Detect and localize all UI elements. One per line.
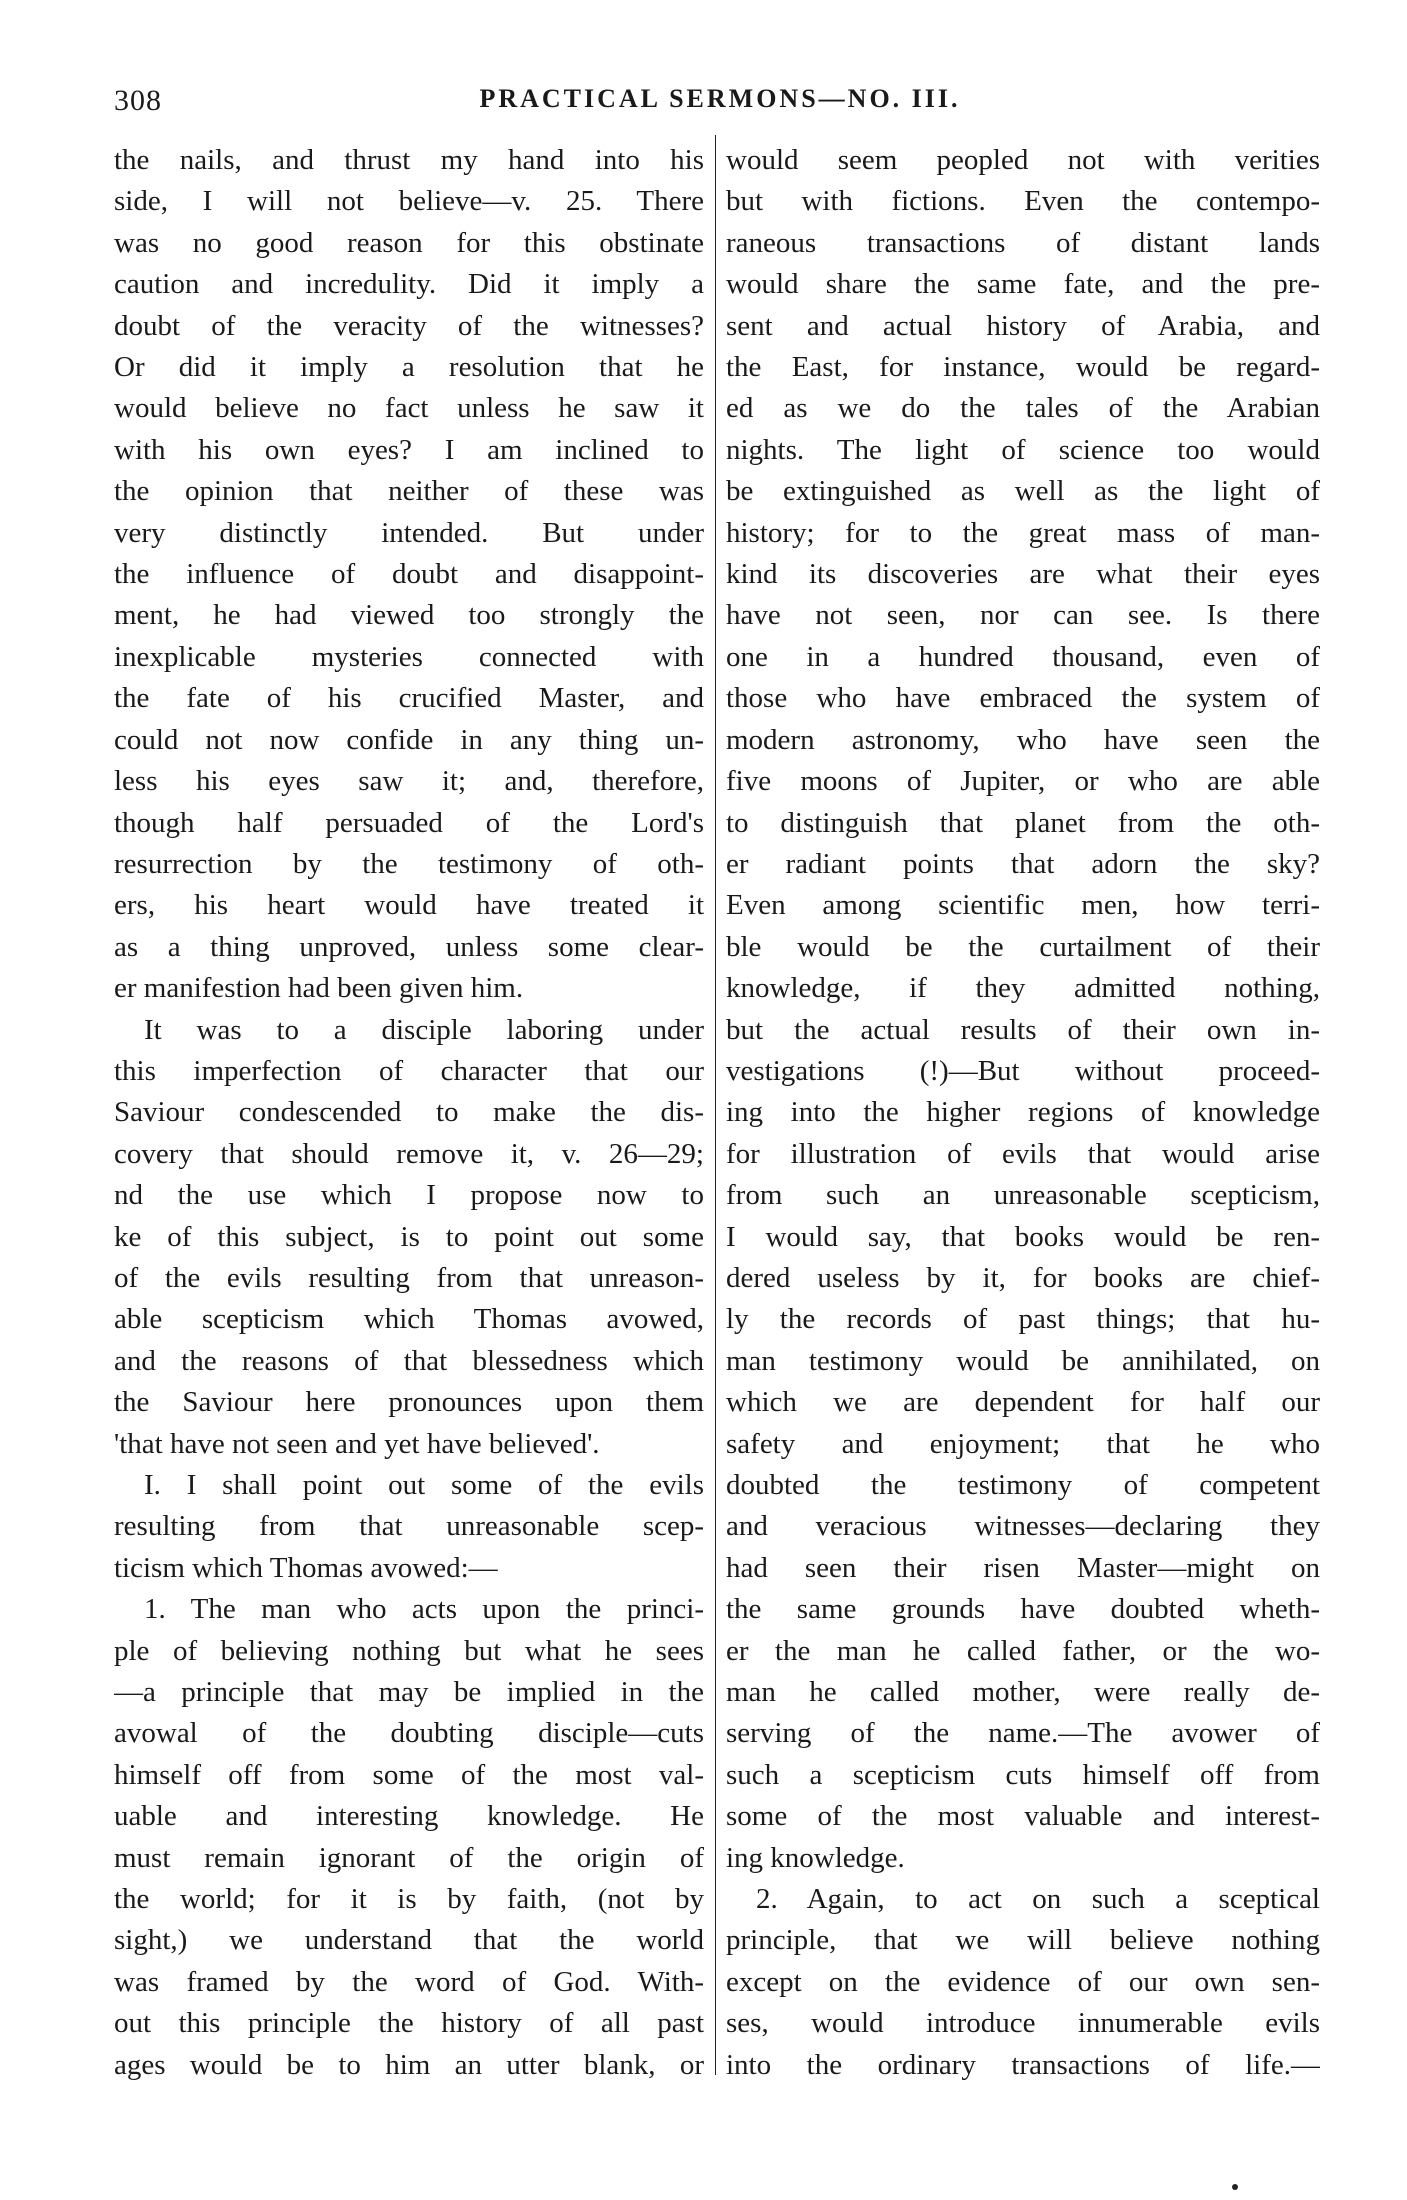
- text-line: ke of this subject, is to point out some: [114, 1220, 704, 1253]
- text-line: the influence of doubt and disappoint-: [114, 558, 704, 591]
- text-line: be extinguished as well as the light of: [726, 475, 1320, 508]
- text-line: and veracious witnesses—declaring they: [726, 1510, 1320, 1543]
- text-line: ble would be the curtailment of their: [726, 930, 1320, 963]
- text-line: had seen their risen Master—might on: [726, 1551, 1320, 1584]
- text-line: uable and interesting knowledge. He: [114, 1800, 704, 1833]
- text-line: man he called mother, were really de-: [726, 1676, 1320, 1709]
- text-line: serving of the name.—The avower of: [726, 1717, 1320, 1750]
- text-line: this imperfection of character that our: [114, 1054, 704, 1087]
- text-line: kind its discoveries are what their eyes: [726, 558, 1320, 591]
- text-line: was framed by the word of God. With-: [114, 1965, 704, 1998]
- text-line: less his eyes saw it; and, therefore,: [114, 765, 704, 798]
- text-line: with his own eyes? I am inclined to: [114, 433, 704, 466]
- text-line: ing into the higher regions of knowledge: [726, 1096, 1320, 1129]
- text-line: 2. Again, to act on such a sceptical: [756, 1883, 1320, 1916]
- text-line: able scepticism which Thomas avowed,: [114, 1303, 704, 1336]
- text-line: safety and enjoyment; that he who: [726, 1427, 1320, 1460]
- text-line: doubted the testimony of competent: [726, 1469, 1320, 1501]
- text-line: those who have embraced the system of: [726, 682, 1320, 715]
- text-line: ed as we do the tales of the Arabian: [726, 392, 1320, 425]
- text-line: I. I shall point out some of the evils: [144, 1469, 704, 1501]
- text-line: but with fictions. Even the contempo-: [726, 185, 1320, 218]
- text-line: resulting from that unreasonable scep-: [114, 1510, 704, 1543]
- text-line: the East, for instance, would be regard-: [726, 351, 1320, 384]
- text-line: It was to a disciple laboring under: [144, 1013, 704, 1046]
- text-line: knowledge, if they admitted nothing,: [726, 972, 1320, 1005]
- text-line: some of the most valuable and interest-: [726, 1800, 1320, 1833]
- text-line: which we are dependent for half our: [726, 1386, 1320, 1419]
- text-line: very distinctly intended. But under: [114, 516, 704, 549]
- running-title: PRACTICAL SERMONS—NO. III.: [479, 84, 961, 113]
- text-line: inexplicable mysteries connected with: [114, 640, 704, 673]
- ink-speck: [1232, 2184, 1238, 2190]
- text-line: 1. The man who acts upon the princi-: [144, 1593, 704, 1626]
- text-line: one in a hundred thousand, even of: [726, 640, 1320, 673]
- text-line: the fate of his crucified Master, and: [114, 682, 704, 715]
- text-line: as a thing unproved, unless some clear-: [114, 930, 704, 963]
- text-line: such a scepticism cuts himself off from: [726, 1758, 1320, 1791]
- text-line: the Saviour here pronounces upon them: [114, 1386, 704, 1419]
- text-line: the world; for it is by faith, (not by: [114, 1883, 704, 1916]
- text-line: the opinion that neither of these was: [114, 475, 704, 508]
- text-line: to distinguish that planet from the oth-: [726, 806, 1320, 839]
- text-line: man testimony would be annihilated, on: [726, 1344, 1320, 1377]
- text-line: history; for to the great mass of man-: [726, 516, 1320, 549]
- column-divider: [715, 135, 716, 2075]
- text-line: would believe no fact unless he saw it: [114, 392, 704, 425]
- text-line: though half persuaded of the Lord's: [114, 806, 704, 839]
- text-line: caution and incredulity. Did it imply a: [114, 268, 704, 301]
- text-line: from such an unreasonable scepticism,: [726, 1179, 1320, 1212]
- text-line: out this principle the history of all past: [114, 2007, 704, 2040]
- text-line: resurrection by the testimony of oth-: [114, 847, 704, 880]
- text-line: sent and actual history of Arabia, and: [726, 309, 1320, 342]
- text-line: dered useless by it, for books are chief-: [726, 1261, 1320, 1294]
- text-line: but the actual results of their own in-: [726, 1013, 1320, 1046]
- text-line: ing knowledge.: [726, 1841, 905, 1874]
- text-line: ses, would introduce innumerable evils: [726, 2007, 1320, 2040]
- text-line: avowal of the doubting disciple—cuts: [114, 1717, 704, 1750]
- text-line: himself off from some of the most val-: [114, 1758, 704, 1791]
- text-line: ticism which Thomas avowed:—: [114, 1551, 498, 1584]
- text-line: of the evils resulting from that unreason-: [114, 1261, 704, 1294]
- text-line: er the man he called father, or the wo-: [726, 1634, 1320, 1667]
- left-column: [114, 140, 704, 2086]
- text-line: doubt of the veracity of the witnesses?: [114, 309, 704, 342]
- text-line: side, I will not believe—v. 25. There: [114, 185, 704, 218]
- text-line: could not now confide in any thing un-: [114, 723, 704, 756]
- text-line: into the ordinary transactions of life.—: [726, 2048, 1320, 2081]
- text-line: 'that have not seen and yet have believed'.: [114, 1427, 600, 1460]
- text-line: the nails, and thrust my hand into his: [114, 144, 704, 176]
- text-line: principle, that we will believe nothing: [726, 1924, 1320, 1957]
- text-line: must remain ignorant of the origin of: [114, 1841, 704, 1874]
- text-line: nd the use which I propose now to: [114, 1179, 704, 1212]
- text-line: covery that should remove it, v. 26—29;: [114, 1137, 704, 1170]
- text-line: er radiant points that adorn the sky?: [726, 847, 1320, 880]
- text-line: nights. The light of science too would: [726, 433, 1320, 466]
- text-line: raneous transactions of distant lands: [726, 226, 1320, 259]
- page-header: [110, 84, 1330, 124]
- text-line: Even among scientific men, how terri-: [726, 889, 1320, 922]
- text-line: ment, he had viewed too strongly the: [114, 599, 704, 632]
- text-line: I would say, that books would be ren-: [726, 1220, 1320, 1253]
- text-line: er manifestion had been given him.: [114, 972, 524, 1005]
- text-line: have not seen, nor can see. Is there: [726, 599, 1320, 632]
- text-line: would seem peopled not with verities: [726, 144, 1320, 176]
- text-line: and the reasons of that blessedness which: [114, 1344, 704, 1377]
- right-column: [726, 140, 1320, 2086]
- text-line: five moons of Jupiter, or who are able: [726, 765, 1320, 798]
- text-line: except on the evidence of our own sen-: [726, 1965, 1320, 1998]
- text-line: Or did it imply a resolution that he: [114, 351, 704, 384]
- text-line: —a principle that may be implied in the: [114, 1676, 704, 1709]
- text-line: Saviour condescended to make the dis-: [114, 1096, 704, 1129]
- page-number: 308: [114, 84, 162, 117]
- text-line: modern astronomy, who have seen the: [726, 723, 1320, 756]
- text-line: ages would be to him an utter blank, or: [114, 2048, 704, 2081]
- text-line: ly the records of past things; that hu-: [726, 1303, 1320, 1336]
- text-line: would share the same fate, and the pre-: [726, 268, 1320, 301]
- text-line: ple of believing nothing but what he sees: [114, 1634, 704, 1667]
- text-line: the same grounds have doubted wheth-: [726, 1593, 1320, 1626]
- text-line: vestigations (!)—But without proceed-: [726, 1054, 1320, 1087]
- text-line: was no good reason for this obstinate: [114, 226, 704, 259]
- text-line: sight,) we understand that the world: [114, 1924, 704, 1957]
- text-line: for illustration of evils that would arise: [726, 1137, 1320, 1170]
- text-line: ers, his heart would have treated it: [114, 889, 704, 922]
